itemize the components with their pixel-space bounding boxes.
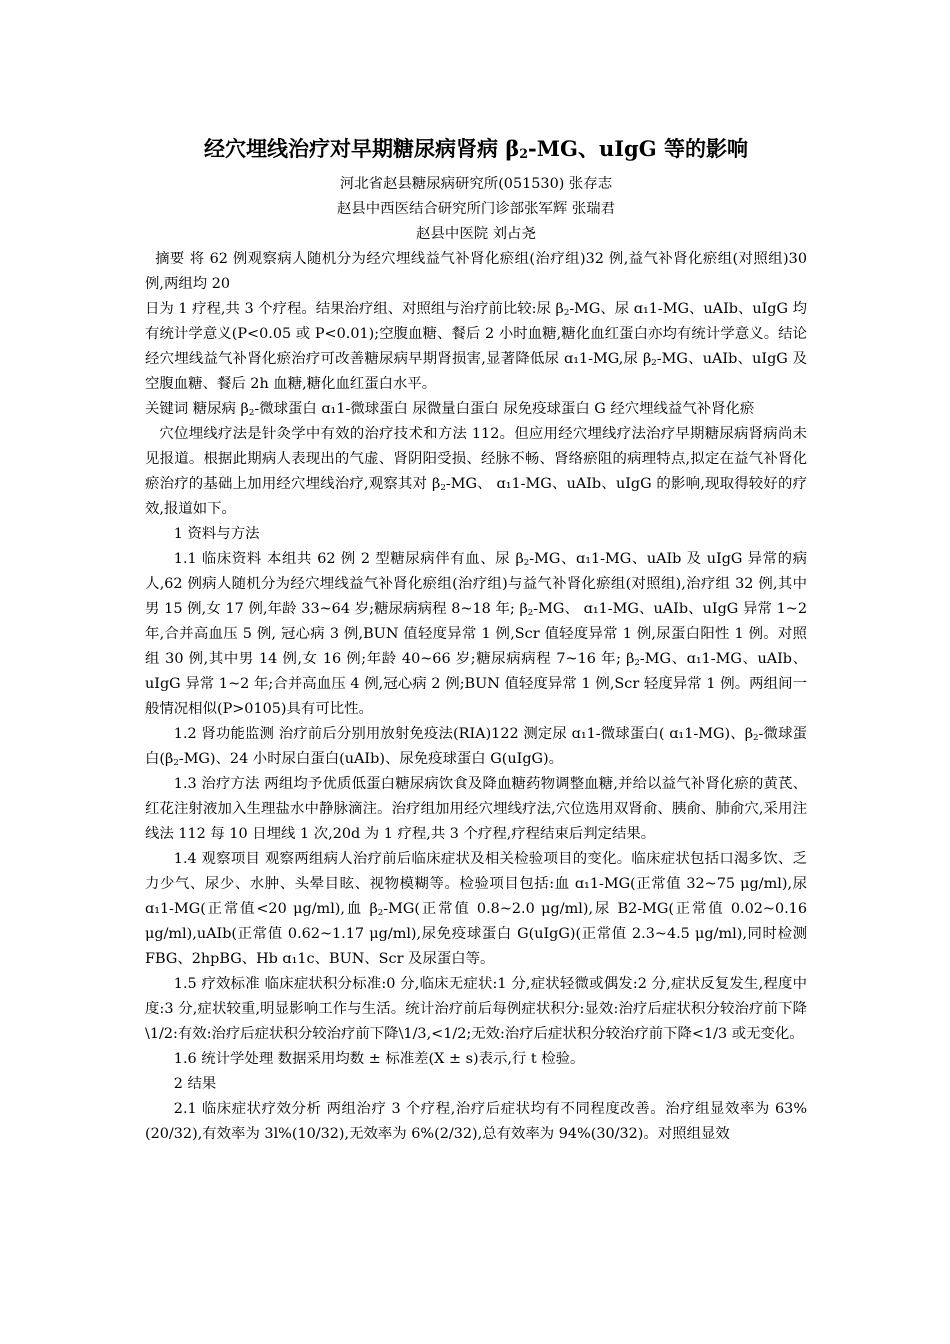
section-1-5: 1.5 疗效标准 临床症状积分标准:0 分,临床无症状:1 分,症状轻微或偶发:2 分,症状反复发生,程度中度:3 分,症状较重,明显影响工作与生活。统计治疗前后每例症状积分:显效:治疗后症状积分较治疗前下降\1/2:有效:治疗后症状积分较治疗前下降\1/3,<1/2;无效:治疗后症状积分较治疗前下降<1/3 或无变化。 [145,976,807,1042]
section-heading-2: 2 结果 [173,1076,217,1092]
section-1-2: 1.2 肾功能监测 治疗前后分别用放射免疫法(RIA)122 测定尿 ɑ₁1-微球蛋白( ɑ₁1-MG)、$\beta_2-$微球蛋白$(\beta_2-MG)$、24 小时尿白蛋白(uAIb)、尿免疫球蛋白 G(uIgG)。 [145,726,807,768]
section-1-1: 1.1 临床资料 本组共 62 例 2 型糖尿病伴有血、尿 $\beta_2-MG$、ɑ₁1-MG、uAIb 及 uIgG 异常的病人,62 例病人随机分为经穴埋线益气补肾化瘀组(治疗组)与益气补肾化瘀组(对照组),治疗组 32 例,其中男 15 例,女 17 例,年龄 33~64 岁;糖尿病病程 8~18 年; $\beta_2-MG$、 ɑ₁1-MG、uAIb、uIgG 异常 1~2 年,合并高血压 5 例, 冠心病 3 例,BUN 值轻度异常 1 例,Scr 值轻度异常 1 例,尿蛋白阳性 1 例。对照组 30 例,其中男 14 例,女 16 例;年龄 40~66 岁;糖尿病病程 7~16 年; $\beta_2-MG$、ɑ₁1-MG、uAIb、uIgG 异常 1~2 年;合并高血压 4 例,冠心病 2 例;BUN 值轻度异常 1 例,Scr 轻度异常 1 例。两组间一般情况相似(P>0105)具有可比性。 [145,551,808,717]
author-line-2: 赵县中西医结合研究所门诊部张军辉 张瑞君 [337,201,615,217]
document-page [145,134,807,1147]
section-2-1: 2.1 临床症状疗效分析 两组治疗 3 个疗程,治疗后症状均有不同程度改善。治疗组显效率为 63%(20/32),有效率为 3l%(10/32),无效率为 6%(2/32),总有效率为 94%(30/32)。对照组显效 [145,1101,807,1142]
abstract-paragraph-1: 摘要 将 62 例观察病人随机分为经穴埋线益气补肾化瘀组(治疗组)32 例,益气补肾化瘀组(对照组)30 例,两组均 20 [145,251,807,292]
section-1-4: 1.4 观察项目 观察两组病人治疗前后临床症状及相关检验项目的变化。临床症状包括口渴多饮、乏力少气、尿少、水肿、头晕目眩、视物模糊等。检验项目包括:血 ɑ₁1-MG(正常值 32~75 μg/ml),尿 ɑ₁1-MG(正常值<20 μg/ml),血 $\beta_2-MG$(正常值 0.8~2.0 μg/ml),尿 B2-MG(正常值 0.02~0.16 μg/ml),uAIb(正常值 0.62~1.17 μg/ml),尿免疫球蛋白 G(uIgG)(正常值 2.3~4.5 μg/ml),同时检测 FBG、2hpBG、Hb ɑ₁1c、BUN、Scr 及尿蛋白等。 [145,851,807,967]
section-1-3: 1.3 治疗方法 两组均予优质低蛋白糖尿病饮食及降血糖药物调整血糖,并给以益气补肾化瘀的黄芪、红花注射液加入生理盐水中静脉滴注。治疗组加用经穴埋线疗法,穴位选用双肾俞、胰俞、肺俞穴,采用注线法 112 每 10 日埋线 1 次,20d 为 1 疗程,共 3 个疗程,疗程结束后判定结果。 [145,776,807,842]
paper-title: 经穴埋线治疗对早期糖尿病肾病 $\beta_2-MG$、uIgG 等的影响 [204,136,748,161]
abstract-paragraph-2: 日为 1 疗程,共 3 个疗程。结果治疗组、对照组与治疗前比较:尿 $\beta_2-MG$、尿 ɑ₁1-MG、uAIb、uIgG 均有统计学意义(P<0.05 或 P<0.01);空腹血糖、餐后 2 小时血糖,糖化血红蛋白亦均有统计学意义。结论经穴埋线益气补肾化瘀治疗可改善糖尿病早期肾损害,显著降低尿 ɑ₁1-MG,尿 $\beta_2-MG$、uAIb、uIgG 及空腹血糖、餐后 2h 血糖,糖化血红蛋白水平。 [145,301,807,392]
author-line-3: 赵县中医院 刘占尧 [416,226,536,242]
intro-paragraph: 穴位埋线疗法是针灸学中有效的治疗技术和方法 112。但应用经穴埋线疗法治疗早期糖尿病肾病尚未见报道。根据此期病人表现出的气虚、肾阴阳受损、经脉不畅、肾络瘀阻的病理特点,拟定在益气补肾化瘀治疗的基础上加用经穴埋线治疗,观察其对 $\beta_2-MG$、 ɑ₁1-MG、uAIb、uIgG 的影响,现取得较好的疗效,报道如下。 [145,426,807,517]
author-line-1: 河北省赵县糖尿病研究所(051530) 张存志 [339,176,613,192]
section-1-6: 1.6 统计学处理 数据采用均数 ± 标准差(X ± s)表示,行 t 检验。 [173,1051,585,1067]
section-heading-1: 1 资料与方法 [173,526,260,542]
keywords: 关键词 糖尿病 $\beta_2-$微球蛋白 ɑ₁1-微球蛋白 尿微量白蛋白 尿免疫球蛋白 G 经穴埋线益气补肾化瘀 [145,401,755,418]
